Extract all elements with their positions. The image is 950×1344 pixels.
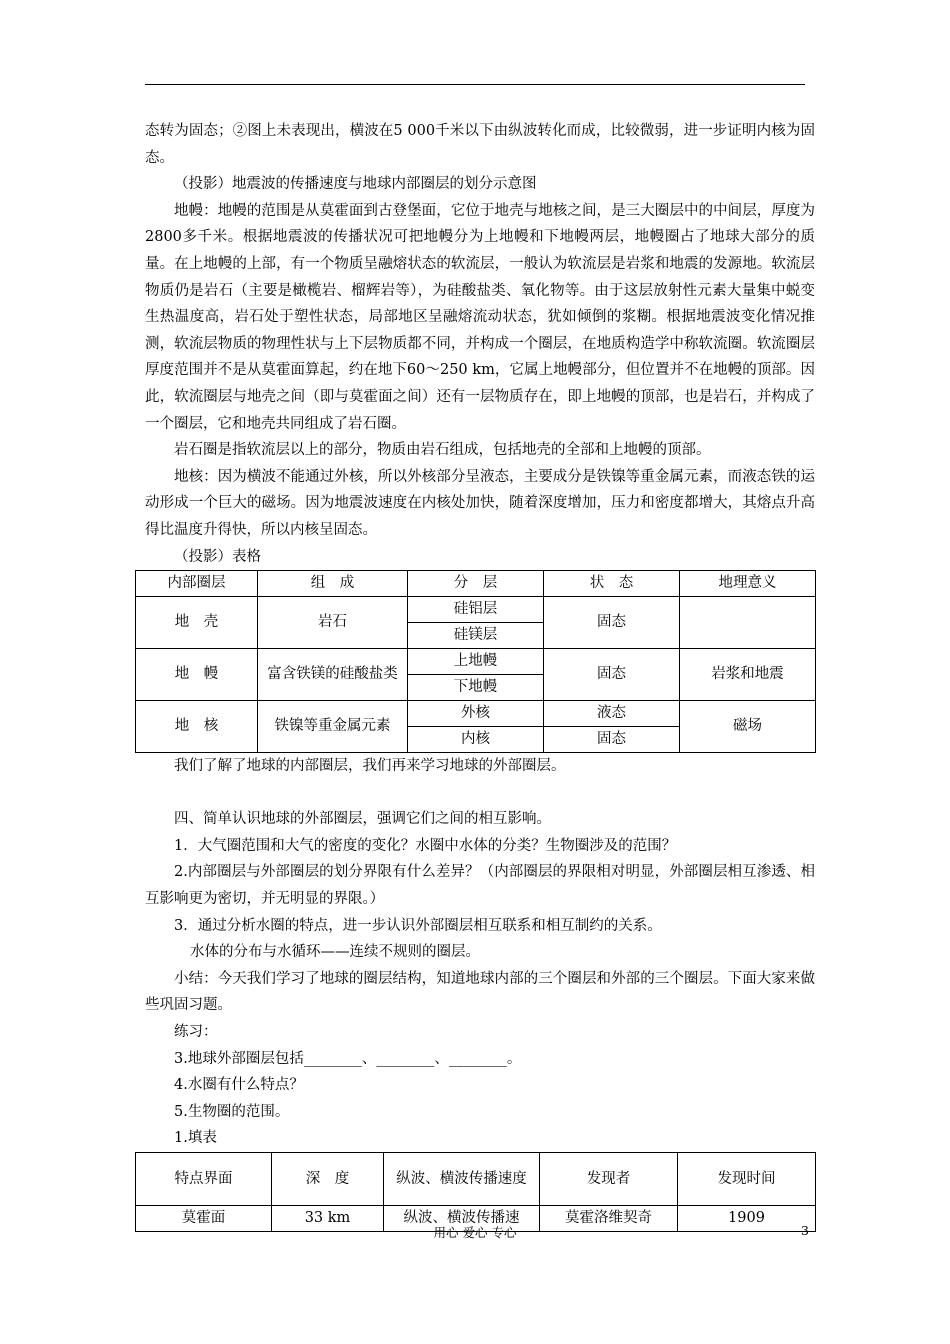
table-cell: 地 核 (136, 701, 258, 753)
paragraph: 岩石圈是指软流层以上的部分，物质由岩石组成，包括地壳的全部和上地幔的顶部。 (174, 442, 711, 459)
summary: 小结：今天我们学习了地球的圈层结构，知道地球内部的三个圈层和外部的三个圈层。下面大家来做些巩固习题。 (145, 970, 815, 1014)
exercise-heading: 练习： (174, 1024, 218, 1041)
table-cell: 岩浆和地震 (680, 649, 816, 701)
table-cell: 固态 (544, 649, 680, 701)
page-content (145, 118, 815, 1232)
table-header-cell: 发现时间 (678, 1153, 816, 1206)
table-cell: 硅镁层 (408, 623, 544, 649)
earth-layers-table (135, 570, 816, 753)
fill-in-table (135, 1152, 816, 1232)
paragraph: 水体的分布与水循环——连续不规则的圈层。 (190, 944, 480, 961)
table-header-cell: 分 层 (408, 571, 544, 597)
table-cell: 33 km (272, 1206, 384, 1232)
paragraph: 地核：因为横波不能通过外核，所以外核部分呈液态，主要成分是铁镍等重金属元素，而液态铁的运动形成一个巨大的磁场。因为地震波速度在内核处加快，随着深度增加，压力和密度都增大，其熔点升高得比温度升得快，所以内核呈固态。 (145, 468, 815, 538)
header-rule (145, 84, 805, 85)
table-header-cell: 纵波、横波传播速度 (384, 1153, 540, 1206)
table-header-row (136, 571, 816, 597)
table-cell: 液态 (544, 701, 680, 727)
table-cell: 莫霍面 (136, 1206, 272, 1232)
table-cell: 外核 (408, 701, 544, 727)
exercise-item: 3.地球外部圈层包括________、________、________。 (174, 1050, 522, 1067)
table-cell: 内核 (408, 727, 544, 753)
exercise-item: 4.水圈有什么特点？ (174, 1077, 304, 1094)
paragraph: 态转为固态；②图上未表现出，横波在5 000千米以下由纵波转化而成，比较微弱，进一步证明内核为固态。 (145, 123, 815, 166)
table-header-cell: 组 成 (258, 571, 408, 597)
question: 3．通过分析水圈的特点，进一步认识外部圈层相互联系和相互制约的关系。 (174, 917, 662, 934)
table-header-cell: 状 态 (544, 571, 680, 597)
table-cell: 富含铁镁的硅酸盐类 (258, 649, 408, 701)
table-row (136, 701, 816, 727)
table-cell: 固态 (544, 597, 680, 649)
table-cell: 地 幔 (136, 649, 258, 701)
table-cell (680, 597, 816, 649)
table-header-cell: 特点界面 (136, 1153, 272, 1206)
table-row (136, 597, 816, 623)
table-cell: 铁镍等重金属元素 (258, 701, 408, 753)
table-cell: 下地幔 (408, 675, 544, 701)
question: 2.内部圈层与外部圈层的划分界限有什么差异？（内部圈层的界限相对明显，外部圈层相互渗透、相互影响更为密切，并无明显的界限。） (145, 864, 815, 908)
table-cell: 纵波、横波传播速 (384, 1206, 540, 1232)
table-cell: 硅铝层 (408, 597, 544, 623)
section-heading: 四、简单认识地球的外部圈层，强调它们之间的相互影响。 (174, 811, 551, 828)
table-header-row (136, 1153, 816, 1206)
page-number: 3 (801, 1223, 809, 1238)
table-cell: 上地幔 (408, 649, 544, 675)
paragraph: 地幔：地幔的范围是从莫霍面到古登堡面，它位于地壳与地核之间，是三大圈层中的中间层，厚度为2800多千米。根据地震波的传播状况可把地幔分为上地幔和下地幔两层，地幔圈占了地球大部分的质量。在上地幔的上部，有一个物质呈融熔状态的软流层，一般认为软流层是岩浆和地震的发源地。软流层物质仍是岩石（主要是橄榄岩、榴辉岩等），为硅酸盐类、氧化物等。由于这层放射性元素大量集中蜕变生热温度高，岩石处于塑性状态，局部地区呈融熔流动状态，犹如倾倒的浆糊。根据地震波变化情况推测，软流层物质的物理性状与上下层物质都不同，并构成一个圈层，在地质构造学中称软流圈。软流圈层厚度范围并不是从莫霍面算起，约在地下60～250 km，它属上地幔部分，但位置并不在地幔的顶部。因此，软流圈层与地壳之间（即与莫霍面之间）还有一层物质存在，即上地幔的顶部，也是岩石，并构成了一个圈层，它和地壳共同组成了岩石圈。 (145, 202, 815, 432)
table-cell: 1909 (678, 1206, 816, 1232)
question: 1．大气圈范围和大气的密度的变化？水圈中水体的分类？生物圈涉及的范围？ (174, 837, 677, 854)
table-row (136, 649, 816, 675)
table-cell: 固态 (544, 727, 680, 753)
paragraph: （投影）表格 (174, 548, 261, 565)
table-header-cell: 地理意义 (680, 571, 816, 597)
table-header-cell: 内部圈层 (136, 571, 258, 597)
table-cell: 岩石 (258, 597, 408, 649)
paragraph: （投影）地震波的传播速度与地球内部圈层的划分示意图 (174, 176, 537, 193)
table-header-cell: 发现者 (540, 1153, 678, 1206)
table-header-cell: 深 度 (272, 1153, 384, 1206)
exercise-item: 1.填表 (174, 1130, 217, 1147)
table-cell: 磁场 (680, 701, 816, 753)
table-cell: 地 壳 (136, 597, 258, 649)
exercise-item: 5.生物圈的范围。 (174, 1103, 290, 1120)
paragraph: 我们了解了地球的内部圈层，我们再来学习地球的外部圈层。 (174, 758, 566, 775)
footer-text: 用心 爱心 专心 (433, 1225, 517, 1240)
table-cell: 莫霍洛维契奇 (540, 1206, 678, 1232)
blank-line (145, 780, 815, 807)
